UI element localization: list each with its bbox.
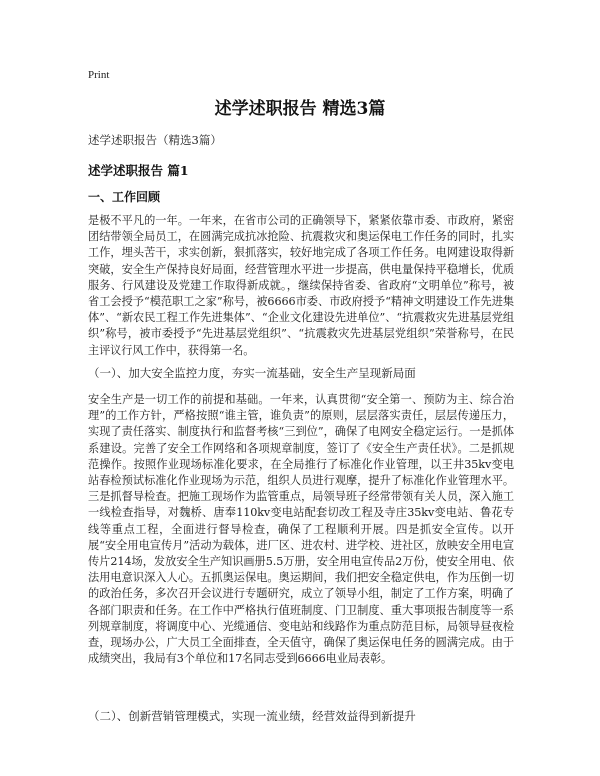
print-label: Print <box>88 69 110 81</box>
paragraph-safety: 安全生产是一切工作的前提和基础。一年来，认真贯彻“安全第一、预防为主、综合治理”的工作方针，严格按照“谁主管，谁负责”的原则，层层落实责任，层层传递压力，实现了责任落实、制度执行和监督考核“三到位”，确保了电网安全稳定运行。一是抓体系建设。完善了安全工作网络和各项规章制度，签订了《安全生产责任状》。二是抓规范操作。按照作业现场标准化要求，在全局推行了标准化作业管理，以王井35kv变电站春检预试标准化作业现场为示范，组织人员进行观摩，提升了标准化作业管理水平。三是抓督导检查。把施工现场作为监管重点，局领导班子经常带领有关人员，深入施工一线检查指导，对魏桥、唐奉110kv变电站配套切改工程及寺庄35kv变电站、鲁花专线等重点工程，全面进行督导检查，确保了工程顺利开展。四是抓安全宣传。以开展“安全用电宣传月”活动为载体，进厂区、进农村、进学校、进社区，放映安全用电宣传片214场，发放安全生产知识画册5.5万册，安全用电宣传品2万份，使安全用电、依法用电意识深入人心。五抓奥运保电。奥运期间，我们把安全稳定供电，作为压倒一切的政治任务，多次召开会议进行专题研究，成立了领导小组，制定了工作方案，明确了各部门职责和任务。在工作中严格执行值班制度、门卫制度、重大事项报告制度等一系列规章制度，将调度中心、光缆通信、变电站和线路作为重点防范目标，局领导昼夜检查，现场办公，广大员工全面排查，全天值守，确保了奥运保电任务的圆满完成。由于成绩突出，我局有3个单位和17名同志受到6666电业局表彰。 <box>88 393 514 666</box>
section-heading: 一、工作回顾 <box>88 190 161 204</box>
subheading-marketing: （二）、创新营销管理模式，实现一流业绩，经营效益得到新提升 <box>88 709 416 723</box>
article-heading: 述学述职报告 篇1 <box>88 163 189 178</box>
page-title: 述学述职报告 精选3篇 <box>214 99 386 119</box>
document-subtitle: 述学述职报告（精选3篇） <box>88 133 222 147</box>
subheading-safety: （一）、加大安全监控力度，夯实一流基础，安全生产呈现新局面 <box>88 366 416 380</box>
paragraph-work-review: 是极不平凡的一年。一年来，在省市公司的正确领导下，紧紧依靠市委、市政府，紧密团结带领全局员工，在圆满完成抗冰抢险、抗震救灾和奥运保电工作任务的同时，扎实工作，埋头苦干，求实创新，狠抓落实，较好地完成了各项工作任务。电网建设取得新突破，安全生产保持良好局面，经营管理水平进一步提高，供电量保持平稳增长，优质服务、行风建设及党建工作取得新成就。，继续保持省委、省政府“文明单位”称号，被省工会授予“模范职工之家”称号，被6666市委、市政府授予“精神文明建设工作先进集体”、“新农民工程工作先进集体”、“企业文化建设先进单位”、“抗震救灾先进基层党组织”称号，被市委授予“先进基层党组织”、“抗震救灾先进基层党组织”荣誉称号，在民主评议行风工作中，获得第一名。 <box>88 214 514 357</box>
